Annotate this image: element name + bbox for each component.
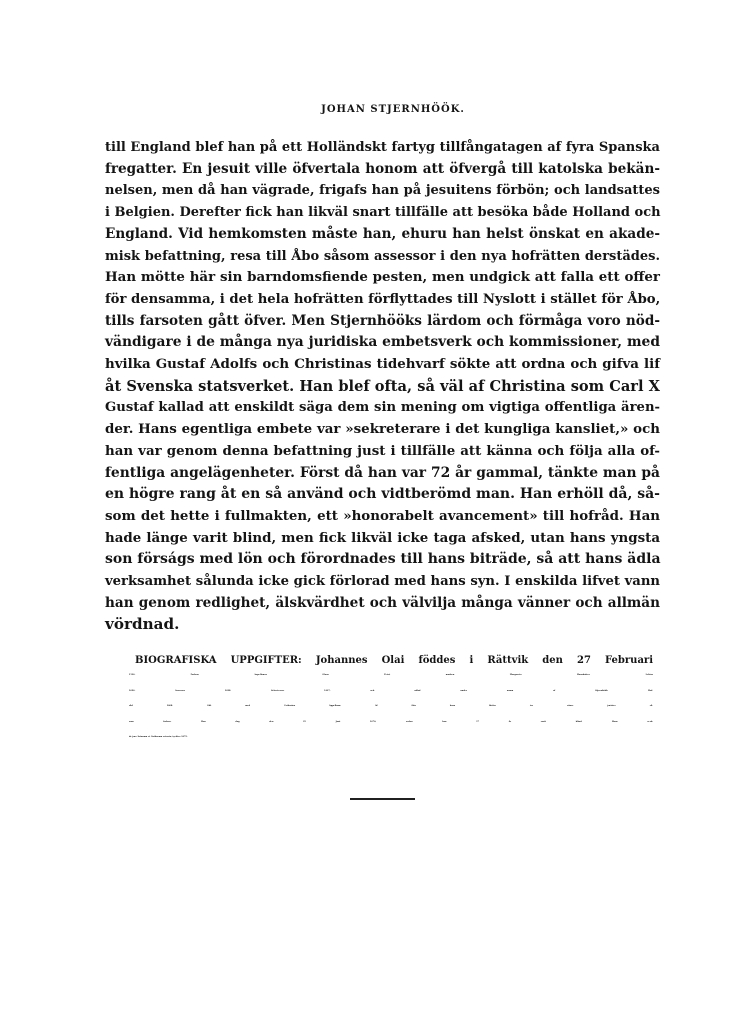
body-line: Gustaf kallad att enskildt säga dem sin mening om vigtiga offentliga ären- (105, 400, 660, 416)
body-line: fentliga angelägenheter. Först då han var 72 år gammal, tänkte man på (105, 464, 660, 481)
body-line: åt Svenska statsverket. Han blef ofta, så väl af Christina som Carl X (105, 377, 660, 395)
notes-line: 1626. Assessor 1628. Sekreterare 1647, och adlad under namn af Stjernhöök. Hof- (129, 689, 653, 692)
running-head: JOHAN STJERNHÖÖK. (321, 104, 465, 115)
body-line: han genom redlighet, älskvärdhet och välvilja många vänner och allmän (105, 594, 660, 611)
biographical-notes (131, 653, 653, 745)
body-line: fregatter. En jesuit ville öfvertala honom att öfvergå till katolska bekän- (105, 160, 660, 177)
notes-line: BIOGRAFISKA UPPGIFTER: Johannes Olai föddes i Rättvik den 27 Februari (135, 655, 653, 666)
body-line: tills farsoten gått öfver. Men Stjernhööks lärdom och förmåga voro nöd- (105, 312, 660, 329)
body-line: till England blef han på ett Holländskt fartyg tillfångatagen af fyra Spanska (105, 140, 660, 155)
body-line: för densamma, i det hela hofrätten förflyttades till Nyslott i stället för Åbo, (105, 291, 661, 307)
notes-line: de jure Svionum et Gothorum vetusto, tycktes 1672. (129, 736, 188, 739)
end-rule (350, 798, 415, 800)
notes-line: råd 1668. Gift med Catharina Appelbom. Af åtta barn blefvo tre söner jurister så- (129, 705, 653, 708)
body-line: som det hette i fullmakten, ett »honorabelt avancement» till hofråd. Han (105, 507, 660, 524)
body-line: i Belgien. Derefter fick han likväl snart tillfälle att besöka både Holland och (105, 205, 661, 221)
body-line: nelsen, men då han vägrade, frigafs han på jesuitens förbön; och landsattes (105, 183, 660, 199)
body-line: vändigare i de många nya juridiska embetsverk och kommissioner, med (105, 334, 660, 351)
body-line: vördnad. (105, 615, 180, 634)
body-line: son förságs med lön och förordnades till hans biträde, så att hans ädla (105, 551, 661, 568)
notes-line: som fadren. Han dog den 25 Juni 1676, sedan han 17 år varit blind. Hans verk: (129, 720, 653, 723)
body-line: hade länge varit blind, men fick likväl icke taga afsked, utan hans yngsta (105, 529, 660, 546)
body-line: en högre rang åt en så använd och vidtberömd man. Han erhöll då, så- (105, 486, 660, 503)
body-line: hvilka Gustaf Adolfs och Christinas tidehvarf sökte att ordna och gifva lif (105, 356, 660, 373)
body-text (105, 137, 660, 636)
body-line: verksamhet sålunda icke gick förlorad med hans syn. I enskilda lifvet vann (105, 574, 660, 590)
body-line: misk befattning, resa till Åbo såsom assessor i den nya hofrätten derstädes. (105, 248, 660, 264)
body-line: han var genom denna befattning just i tillfälle att känna och följa alla of- (105, 442, 660, 459)
notes-line: 1596. Fadren, kapellanen Olaus Petri, modren Margareta Hansdotter. Lektor (129, 674, 653, 677)
body-line: Han mötte här sin barndomsfiende pesten, men undgick att falla ett offer (105, 269, 660, 286)
body-line: der. Hans egentliga embete var »sekreterare i det kungliga kansliet,» och (105, 421, 660, 438)
body-line: England. Vid hemkomsten måste han, ehuru han helst önskat en akade- (105, 225, 660, 242)
